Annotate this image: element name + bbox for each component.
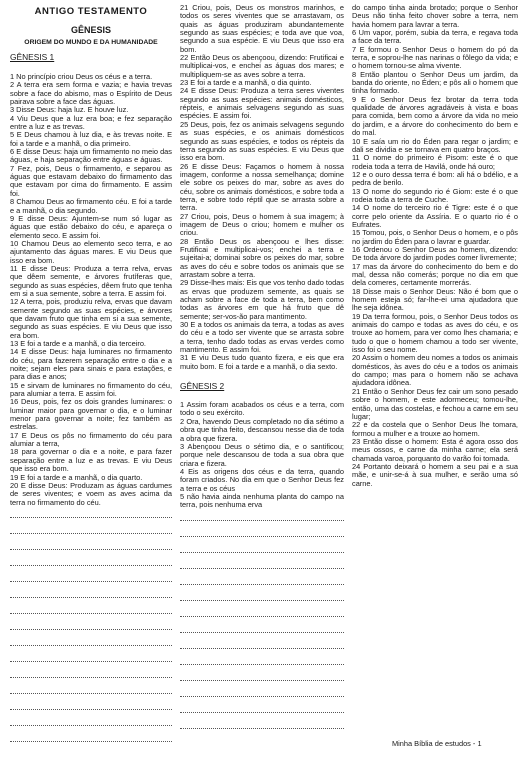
note-line [180,680,344,681]
verse: 20 Assim o homem deu nomes a todos os animais domésticos, às aves do céu e a todos os animais do campo; mas para o homem não se achava ajudadora idônea. [352,353,518,388]
note-line [180,520,344,521]
verse: 24 Portanto deixará o homem a seu pai e a sua mãe, e unir-se-á à sua mulher, e serão uma só carne. [352,461,518,488]
verse: 20 E disse Deus: Produzam as águas cardumes de seres viventes; e voem as aves acima da terra no firmamento do céu. [10,480,172,507]
verse: 9 E disse Deus: Ajuntem-se num só lugar as águas que estão debaixo do céu, e apareça o elemento seco. E assim foi. [10,213,172,240]
note-line [10,597,172,598]
note-line [10,693,172,694]
verse: 25 Deus, pois, fez os animais selvagens segundo as suas espécies, e os animais domésticos segundo as suas espécies, e todos os répteis da terra segundo as suas espécies. E viu Deus que isso era bom. [180,119,344,163]
section-title: ANTIGO TESTAMENTO [34,6,148,17]
verse: 10 Chamou Deus ao elemento seco terra, e ao ajuntamento das águas mares. E viu Deus que isso era bom. [10,238,172,265]
note-line [10,677,172,678]
verse: 23 E foi a tarde e a manhã, o dia quinto. [180,78,312,88]
note-line [180,712,344,713]
verse: 23 Então disse o homem: Esta é agora osso dos meus ossos, e carne da minha carne; ela será chamada varoa, porquanto do varão foi tomada. [352,436,518,463]
note-line [180,568,344,569]
note-line [10,565,172,566]
verse: 12 e o ouro dessa terra é bom: ali há o bdélio, e a pedra de berilo. [352,169,518,188]
column-1 [10,4,172,507]
note-line [10,645,172,646]
verse: 7 Fez, pois, Deus o firmamento, e separou as águas que estavam debaixo do firmamento das que estavam por cima do firmamento. E assim foi. [10,163,172,198]
verse: 28 Então Deus os abençoou e lhes disse: Frutificai e multiplicai-vos; enchei a terra e sujeitai-a; dominai sobre os peixes do mar, sobre as aves do céu e sobre todos os animais que se arrastam sobre a terra. [180,236,344,279]
verse: 8 Chamou Deus ao firmamento céu. E foi a tarde e a manhã, o dia segundo. [10,197,172,215]
verse: 30 E a todos os animais da terra, a todas as aves do céu e a todo ser vivente que se arrasta sobre a terra, tenho dado todas as ervas verdes como mantimento. E assim foi. [180,320,344,355]
note-line [10,725,172,726]
note-line [10,549,172,550]
verse: 7 E formou o Senhor Deus o homem do pó da terra, e soprou-lhe nas narinas o fôlego da vida; e o homem tornou-se alma vivente. [352,44,518,71]
chapter-2-verses [180,401,344,509]
note-line [10,613,172,614]
note-line [180,536,344,537]
verse: 8 Então plantou o Senhor Deus um jardim, da banda do oriente, no Éden; e pôs ali o homem que tinha formado. [352,69,518,96]
verse: 6 Um vapor, porém, subia da terra, e regava toda a face da terra. [352,28,518,46]
verse: 15 Tomou, pois, o Senhor Deus o homem, e o pôs no jardim do Éden para o lavrar e guardar. [352,228,518,246]
note-line [10,533,172,534]
chapter-2-verses-continued [352,4,518,488]
note-line [180,584,344,585]
verse: 1 Assim foram acabados os céus e a terra, com todo o seu exército. [180,400,344,418]
verse: 2 A terra era sem forma e vazia; e havia trevas sobre a face do abismo, mas o Espírito de Deus pairava sobre a face das águas. [10,80,172,107]
verse: 5 não havia ainda nenhuma planta do campo na terra, pois nenhuma erva [180,491,344,510]
verse: 12 A terra, pois, produziu relva, ervas que davam semente segundo as suas espécies, e árvores que davam fruto que tinha em si a sua semente, segundo as suas espécies. E viu Deus que isso era bom. [10,297,172,340]
chapter-heading-2: GÊNESIS 2 [180,381,225,392]
note-line [10,581,172,582]
note-line [180,600,344,601]
chapter-1-verses-continued [180,4,344,371]
verse: 14 E disse Deus: haja luminares no firmamento do céu, para fazerem separação entre o dia e a noite; sejam eles para sinais e para estações, e para dias e anos; [10,347,172,382]
note-line [180,632,344,633]
column-2 [180,4,344,510]
verse: 3 Disse Deus: haja luz. E houve luz. [10,105,129,115]
verse: 19 Da terra formou, pois, o Senhor Deus todos os animais do campo e todas as aves do céu, e os trouxe ao homem, para ver como lhes chamaria; e tudo o que o homem chamou a todo ser vivente, isso foi o seu nome. [352,311,518,355]
bible-page [10,4,518,756]
note-line [10,629,172,630]
verse: 22 e da costela que o Senhor Deus lhe tomara, formou a mulher e a trouxe ao homem. [352,420,518,438]
verse: 6 E disse Deus: haja um firmamento no meio das águas, e haja separação entre águas e águas. [10,147,172,165]
verse: 18 Disse mais o Senhor Deus: Não é bom que o homem esteja só; far-lhe-ei uma ajudadora que lhe seja idônea. [352,286,518,313]
verse: 5 E Deus chamou à luz dia, e às trevas noite. E foi a tarde e a manhã, o dia primeiro. [10,130,172,148]
verse: 27 Criou, pois, Deus o homem à sua imagem; à imagem de Deus o criou; homem e mulher os criou. [180,211,344,238]
verse: 17 E Deus os pôs no firmamento do céu para alumiar a terra, [10,430,172,449]
verse: 4 Eis as origens dos céus e da terra, quando foram criados. No dia em que o Senhor Deus fez a terra e os céus [180,466,344,493]
verse: 16 Deus, pois, fez os dois grandes luminares: o luminar maior para governar o dia, e o luminar menor para governar a noite; fez também as estrelas. [10,397,172,432]
verse: 19 E foi a tarde e a manhã, o dia quarto. [10,472,143,482]
verse: 11 E disse Deus: Produza a terra relva, ervas que dêem semente, e árvores frutíferas que, segundo as suas espécies, dêem fruto que tenha em si a sua semente, sobre a terra. E assim foi. [10,263,172,298]
book-title: GÊNESIS [70,25,111,35]
note-line [10,661,172,662]
column-3 [352,4,518,488]
verse: 9 E o Senhor Deus fez brotar da terra toda qualidade de árvores agradáveis à vista e boas para comida, bem como a árvore da vida no meio do jardim, e a árvore do conhecimento do bem e do mal. [352,94,518,138]
verse: 10 E saía um rio do Éden para regar o jardim; e dali se dividia e se tornava em quatro braços. [352,136,518,154]
verse: 21 Então o Senhor Deus fez cair um sono pesado sobre o homem, e este adormeceu; tomou-lhe, então, uma das costelas, e fechou a carne em seu lugar; [352,386,518,421]
verse: 13 O nome do segundo rio é Giom: este é o que rodeia toda a terra de Cuche. [352,186,518,204]
verse: 22 Então Deus os abençoou, dizendo: Frutificai e multiplicai-vos, e enchei as águas dos mares; e multipliquem-se as aves sobre a terra. [180,53,344,79]
verse: 26 E disse Deus: Façamos o homem à nossa imagem, conforme a nossa semelhança; domine ele sobre os peixes do mar, sobre as aves do céu, sobre os animais domésticos, e sobre toda a terra, e sobre todo réptil que se arrasta sobre a terra. [180,161,344,213]
note-line [180,616,344,617]
verse: 31 E viu Deus tudo quanto fizera, e eis que era muito bom. E foi a tarde e a manhã, o dia sexto. [180,353,344,371]
note-line [10,517,172,518]
verse: 29 Disse-lhes mais: Eis que vos tenho dado todas as ervas que produzem semente, as quais se acham sobre a face de toda a terra, bem como todas as árvores em que há fruto que dê semente; ser-vos-ão para mantimento. [180,278,344,321]
note-line [180,648,344,649]
verse: 16 Ordenou o Senhor Deus ao homem, dizendo: De toda árvore do jardim podes comer livremente; [352,244,518,263]
note-line [180,664,344,665]
verse: 13 E foi a tarde e a manhã, o dia terceiro. [10,339,146,348]
verse: do campo tinha ainda brotado; porque o Senhor Deus não tinha feito chover sobre a terra, nem havia homem para lavrar a terra. [352,3,518,29]
note-line [180,696,344,697]
note-line [180,728,344,729]
verse: 14 O nome do terceiro rio é Tigre: este é o que corre pelo oriente da Assíria. E o quarto rio é o Eufrates. [352,203,518,229]
chapter-1-verses [10,73,172,507]
verse: 18 para governar o dia e a noite, e para fazer separação entre a luz e as trevas. E viu Deus que isso era bom. [10,447,172,474]
chapter-heading-1: GÊNESIS 1 [10,52,55,62]
verse: 24 E disse Deus: Produza a terra seres viventes segundo as suas espécies: animais domésticos, répteis, e animais selvagens segundo as suas espécies. E assim foi. [180,86,344,121]
verse: 15 e sirvam de luminares no firmamento do céu, para alumiar a terra. E assim foi. [10,380,172,399]
verse: 11 O nome do primeiro é Pisom: este é o que rodeia toda a terra de Havilá, onde há ouro; [352,153,518,171]
verse: 21 Criou, pois, Deus os monstros marinhos, e todos os seres viventes que se arrastavam, os quais as águas produziram abundantemente segundo as suas espécies; e toda ave que voa, segundo a sua espécie. E viu Deus que isso era bom. [180,3,344,54]
book-subtitle: ORIGEM DO MUNDO E DA HUMANIDADE [24,39,158,46]
verse: 4 Viu Deus que a luz era boa; e fez separação entre a luz e as trevas. [10,113,172,132]
verse: 17 mas da árvore do conhecimento do bem e do mal, dessa não comerás; porque no dia em que dela comeres, certamente morrerás. [352,261,518,288]
note-line [10,709,172,710]
verse: 1 No princípio criou Deus os céus e a terra. [10,72,153,81]
verse: 3 Abençoou Deus o sétimo dia, e o santificou; porque nele descansou de toda a sua obra que criara e fizera. [180,441,344,468]
page-footer: Minha Bíblia de estudos - 1 [392,739,482,748]
note-line [180,552,344,553]
note-line [10,741,172,742]
verse: 2 Ora, havendo Deus completado no dia sétimo a obra que tinha feito, descansou nesse dia de toda a obra que fizera. [180,416,344,443]
